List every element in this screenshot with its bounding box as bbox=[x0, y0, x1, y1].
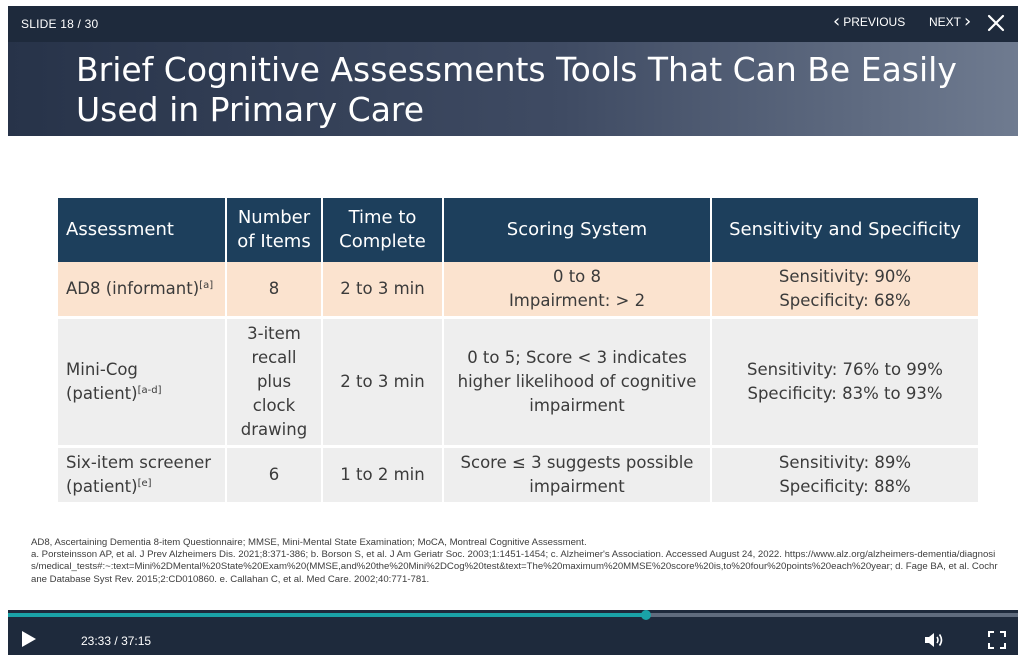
close-icon bbox=[986, 13, 1006, 33]
previous-label: PREVIOUS bbox=[843, 15, 906, 29]
time-separator: / bbox=[114, 634, 118, 648]
play-button[interactable] bbox=[18, 629, 38, 649]
cell-time: 2 to 3 min bbox=[322, 262, 443, 318]
cell-sensitivity-specificity bbox=[711, 447, 978, 504]
assessment-table bbox=[58, 198, 978, 505]
total-time: 37:15 bbox=[121, 634, 152, 648]
specificity-value: Specificity: 88% bbox=[779, 477, 911, 496]
assessment-respondent: (patient) bbox=[66, 477, 138, 496]
chevron-right-icon: › bbox=[964, 11, 972, 32]
cell-items: 6 bbox=[226, 447, 322, 504]
reference-superscript: [a] bbox=[199, 280, 214, 291]
assessment-name: AD8 (informant) bbox=[66, 279, 200, 298]
footnote-references: a. Porsteinsson AP, et al. J Prev Alzheimers Dis. 2021;8:371-386; b. Borson S, et al. J Am Geriatr Soc. 2003;1:1451-1454; c. Alzheimer's Association. Accessed August 24, 2022. https://www.alz.org/alzheimers-dementia/diagnosis/medical_tests#:~:text=Mini%2DMental%20State%20Exam%20(MMSE,and%20the%20Mini%2DCog%20test&text=The%20maximum%20MMSE%20score%20is,to%20four%20points%20each%20year; d. Fage BA, et al. Cochrane Database Syst Rev. 2015;2:CD010860. e. Callahan C, et al. Med Care. 2002;40:771-781. bbox=[31, 549, 998, 585]
table-header-row bbox=[58, 198, 978, 262]
slide-title-line-2: Used in Primary Care bbox=[76, 90, 425, 129]
close-button[interactable] bbox=[986, 13, 1006, 33]
scoring-line: higher likelihood of cognitive bbox=[457, 372, 697, 391]
header-items-line-1: Number bbox=[237, 207, 311, 228]
volume-icon bbox=[923, 630, 945, 650]
assessment-respondent: (patient) bbox=[66, 384, 138, 403]
specificity-value: Specificity: 68% bbox=[779, 291, 911, 310]
slide-footnotes bbox=[31, 537, 1001, 586]
volume-button[interactable] bbox=[923, 630, 945, 650]
sensitivity-value: Sensitivity: 89% bbox=[778, 453, 912, 472]
header-scoring-system: Scoring System bbox=[443, 198, 711, 262]
chevron-left-icon: ‹ bbox=[833, 11, 841, 32]
sensitivity-value: Sensitivity: 90% bbox=[778, 267, 912, 286]
header-number-of-items bbox=[226, 198, 322, 262]
items-line: drawing bbox=[240, 420, 308, 439]
header-time-line-2: Complete bbox=[339, 231, 426, 252]
slide-title bbox=[76, 50, 976, 130]
next-button[interactable] bbox=[929, 11, 972, 32]
cell-scoring bbox=[443, 318, 711, 447]
assessment-name: Mini-Cog bbox=[66, 360, 138, 379]
items-line: recall bbox=[251, 348, 297, 367]
scoring-line: 0 to 8 bbox=[552, 267, 602, 286]
table-row bbox=[58, 318, 978, 447]
header-sensitivity-specificity: Sensitivity and Specificity bbox=[711, 198, 978, 262]
items-line: 3-item bbox=[247, 324, 301, 343]
cell-assessment bbox=[58, 262, 226, 318]
scoring-line: Impairment: > 2 bbox=[508, 291, 646, 310]
fullscreen-button[interactable] bbox=[987, 630, 1007, 650]
slide-body bbox=[8, 136, 1018, 610]
header-time-to-complete bbox=[322, 198, 443, 262]
header-items-line-2: of Items bbox=[237, 231, 311, 252]
reference-superscript: [e] bbox=[137, 478, 152, 489]
cell-time: 2 to 3 min bbox=[322, 318, 443, 447]
player-controls bbox=[8, 610, 1018, 655]
player-top-bar bbox=[8, 6, 1018, 42]
progress-handle[interactable] bbox=[641, 610, 651, 620]
cell-items: 8 bbox=[226, 262, 322, 318]
next-label: NEXT bbox=[929, 15, 962, 29]
cell-items bbox=[226, 318, 322, 447]
specificity-value: Specificity: 83% to 93% bbox=[747, 384, 943, 403]
scoring-line: Score ≤ 3 suggests possible bbox=[460, 453, 694, 472]
scoring-line: impairment bbox=[529, 477, 625, 496]
fullscreen-icon bbox=[987, 630, 1007, 650]
header-time-line-1: Time to bbox=[348, 207, 417, 228]
cell-assessment bbox=[58, 447, 226, 504]
footnote-abbreviations: AD8, Ascertaining Dementia 8-item Questionnaire; MMSE, Mini-Mental State Examination; MoCA, Montreal Cognitive Assessment. bbox=[31, 537, 587, 548]
cell-sensitivity-specificity bbox=[711, 318, 978, 447]
current-time: 23:33 bbox=[81, 634, 112, 648]
cell-sensitivity-specificity bbox=[711, 262, 978, 318]
progress-bar[interactable] bbox=[8, 613, 1018, 617]
table-row bbox=[58, 262, 978, 318]
reference-superscript: [a-d] bbox=[137, 385, 162, 396]
slide-counter: SLIDE 18 / 30 bbox=[21, 17, 99, 31]
items-line: clock bbox=[252, 396, 296, 415]
playback-time bbox=[81, 634, 151, 648]
table-row bbox=[58, 447, 978, 504]
slide-header bbox=[8, 42, 1018, 136]
play-icon bbox=[18, 629, 38, 649]
cell-scoring bbox=[443, 447, 711, 504]
cell-scoring bbox=[443, 262, 711, 318]
scoring-line: impairment bbox=[529, 396, 625, 415]
presentation-player bbox=[8, 6, 1018, 655]
scoring-line: 0 to 5; Score < 3 indicates bbox=[467, 348, 687, 367]
cell-time: 1 to 2 min bbox=[322, 447, 443, 504]
header-assessment: Assessment bbox=[58, 198, 226, 262]
cell-assessment bbox=[58, 318, 226, 447]
progress-fill bbox=[8, 613, 646, 617]
items-line: plus bbox=[256, 372, 292, 391]
slide-title-line-1: Brief Cognitive Assessments Tools That Can Be Easily bbox=[76, 50, 957, 89]
previous-button[interactable] bbox=[833, 11, 906, 32]
sensitivity-value: Sensitivity: 76% to 99% bbox=[747, 360, 943, 379]
assessment-name: Six-item screener bbox=[66, 453, 212, 472]
